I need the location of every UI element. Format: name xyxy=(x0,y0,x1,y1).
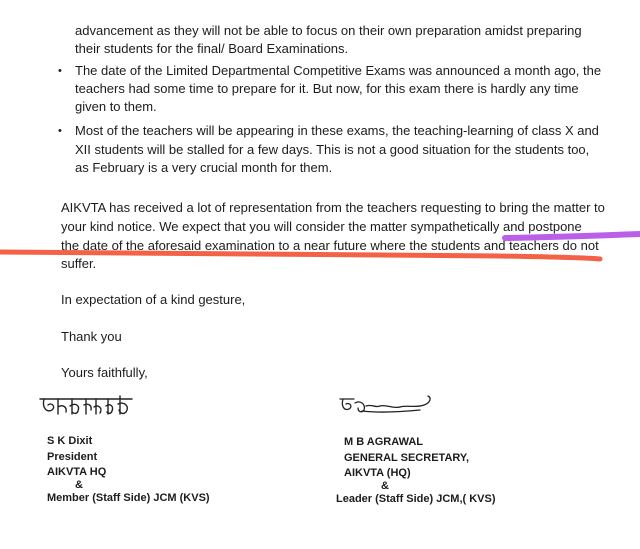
bullet-3-line-3: as February is a very crucial month for them. xyxy=(75,160,333,175)
bullet-2-line-1: The date of the Limited Departmental Competitive Exams was announced a month ago, the xyxy=(75,63,602,78)
bullet-1-line-2: their students for the final/ Board Examinations. xyxy=(75,41,349,56)
bullet-2-line-2: teachers had some time to prepare for it. But now, for this exam there is hardly any time xyxy=(75,81,579,96)
paragraph-line-3: the date of the aforesaid examination to a near future where the students and teachers do not xyxy=(61,238,599,253)
bullet-2-line-3: given to them. xyxy=(75,99,157,114)
bullet-marker: • xyxy=(58,65,62,77)
bullet-3-line-1: Most of the teachers will be appearing in these exams, the teaching-learning of class X and xyxy=(75,123,599,138)
signatory-left-name: S K Dixit xyxy=(47,435,93,447)
closing-expectation: In expectation of a kind gesture, xyxy=(61,292,246,307)
bullet-3-line-2: XII students will be stalled for a few days. This is not a good situation for the students too, xyxy=(75,142,590,157)
signatory-left-role: Member (Staff Side) JCM (KVS) xyxy=(47,492,210,504)
signatory-left-org: AIKVTA HQ xyxy=(47,466,107,478)
signatory-right-amp: & xyxy=(381,480,389,492)
signatory-left-amp: & xyxy=(75,479,83,491)
paragraph-line-2: your kind notice. We expect that you will consider the matter sympathetically and postpone xyxy=(61,219,582,234)
signatory-right-org: AIKVTA (HQ) xyxy=(344,467,411,479)
signatory-right-name: M B AGRAWAL xyxy=(344,436,424,448)
closing-thanks: Thank you xyxy=(61,329,122,344)
signatory-left-title: President xyxy=(47,451,98,463)
signatory-right-title: GENERAL SECRETARY, xyxy=(344,452,470,464)
bullet-1-line-1: advancement as they will not be able to focus on their own preparation amidst preparing xyxy=(75,23,582,38)
bullet-marker: • xyxy=(58,125,62,137)
closing-yours: Yours faithfully, xyxy=(61,365,148,380)
paragraph-line-4: suffer. xyxy=(61,256,97,271)
signatory-right-role: Leader (Staff Side) JCM,( KVS) xyxy=(336,493,496,505)
paragraph-line-1: AIKVTA has received a lot of representation from the teachers requesting to bring the matter to xyxy=(61,200,605,215)
